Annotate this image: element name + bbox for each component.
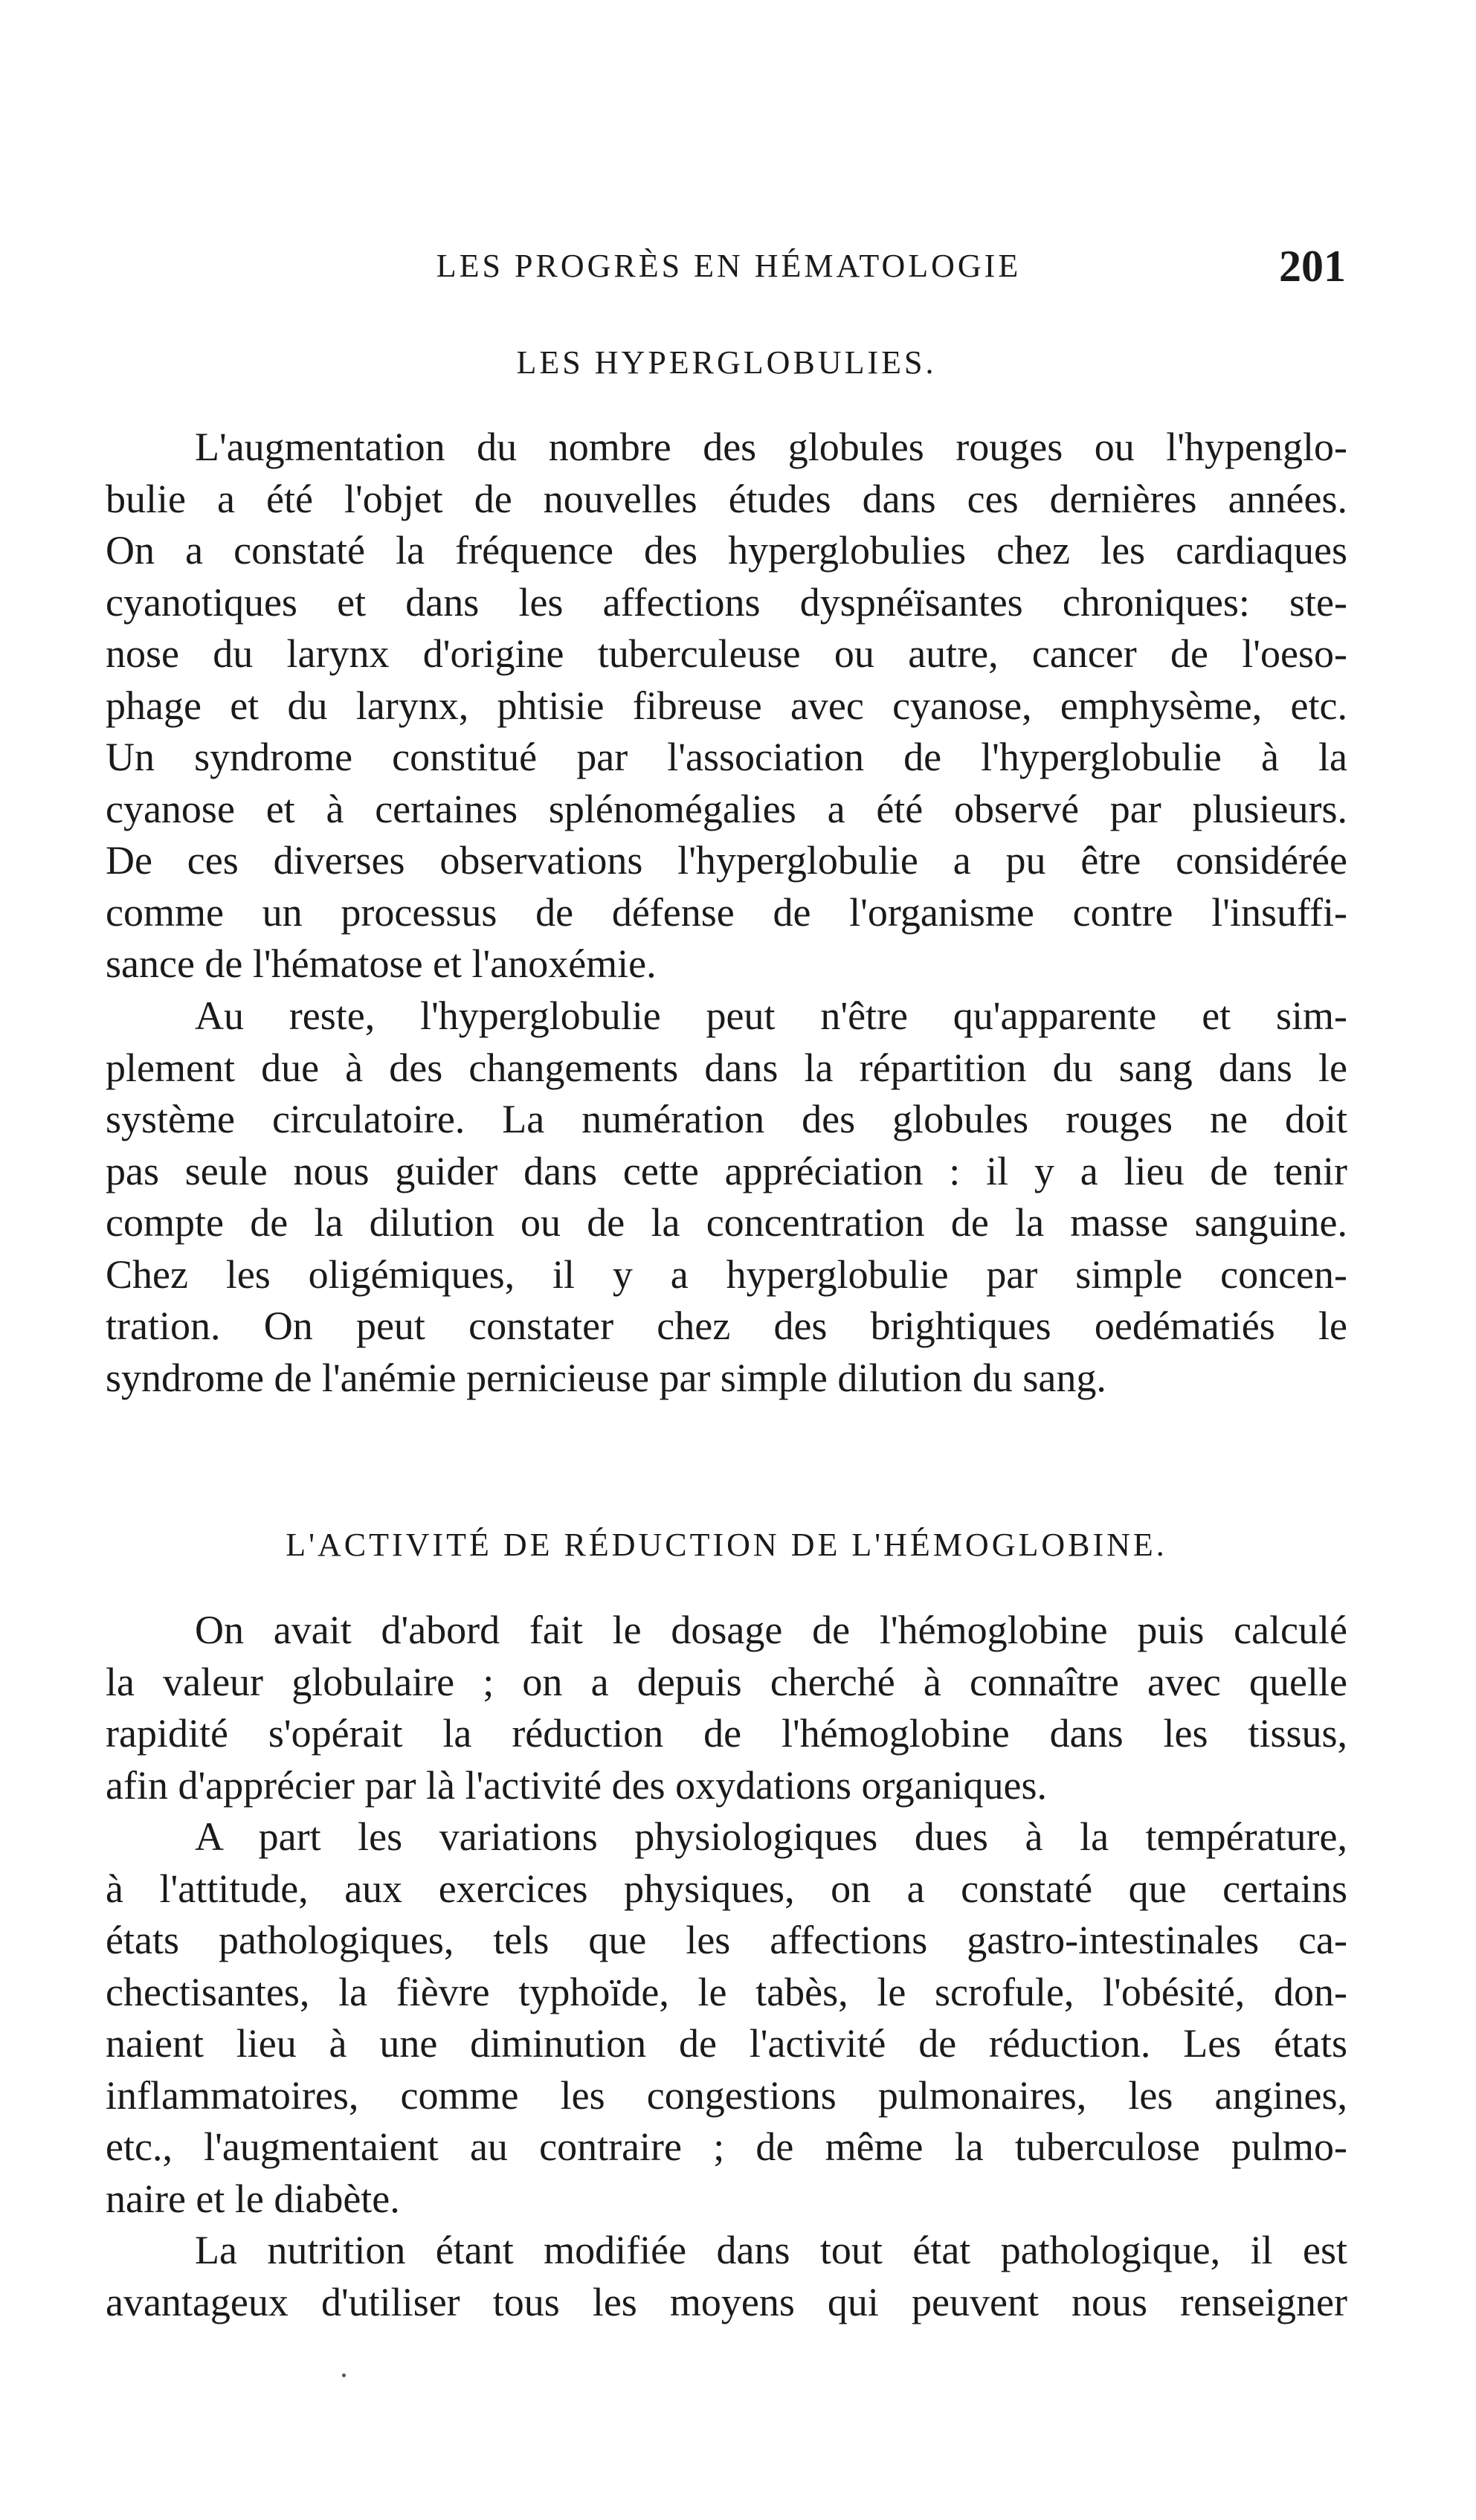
text-line: Un syndrome constitué par l'association de l'hyperglobulie à la <box>106 735 1347 779</box>
print-speck <box>342 2374 346 2377</box>
section-heading-activite-reduction: L'ACTIVITÉ DE RÉDUCTION DE L'HÉMOGLOBINE. <box>286 1527 1167 1563</box>
running-head <box>112 236 1346 296</box>
running-title: LES PROGRÈS EN HÉMATOLOGIE <box>436 248 1022 284</box>
text-line: L'augmentation du nombre des globules rouges ou l'hypenglo- <box>195 425 1347 469</box>
text-line: De ces diverses observations l'hyperglobulie a pu être considérée <box>106 838 1347 883</box>
text-line: On a constaté la fréquence des hyperglobulies chez les cardiaques <box>106 528 1347 573</box>
text-line: etc., l'augmentaient au contraire ; de même la tuberculose pulmo- <box>106 2124 1347 2169</box>
paragraph-hyperglobulies-1 <box>106 422 1347 990</box>
text-line: comme un processus de défense de l'organisme contre l'insuffi- <box>106 889 1347 935</box>
text-line: bulie a été l'objet de nouvelles études dans ces dernières années. <box>106 476 1347 521</box>
text-line: cyanose et à certaines splénomégalies a été observé par plusieurs. <box>106 786 1347 831</box>
paragraph-activite-2 <box>106 1811 1347 2225</box>
text-line: inflammatoires, comme les congestions pulmonaires, les angines, <box>106 2072 1347 2118</box>
text-line: nose du larynx d'origine tuberculeuse ou autre, cancer de l'oeso- <box>106 631 1347 676</box>
text-line: à l'attitude, aux exercices physiques, on a constaté que certains <box>106 1866 1347 1911</box>
text-line: phage et du larynx, phtisie fibreuse avec cyanose, emphysème, etc. <box>106 683 1347 728</box>
text-line: Chez les oligémiques, il y a hyperglobulie par simple concen- <box>106 1251 1347 1297</box>
paragraph-activite-1 <box>106 1605 1347 1811</box>
page-number: 201 <box>1279 242 1346 291</box>
text-line: La nutrition étant modifiée dans tout état pathologique, il est <box>195 2228 1347 2272</box>
paragraph-hyperglobulies-2 <box>106 990 1347 1404</box>
text-line: cyanotiques et dans les affections dyspnéïsantes chroniques: ste- <box>106 579 1347 625</box>
text-line: naire et le diabète. <box>106 2176 400 2221</box>
text-line: Au reste, l'hyperglobulie peut n'être qu'apparente et sim- <box>195 993 1347 1038</box>
text-line: compte de la dilution ou de la concentration de la masse sanguine. <box>106 1200 1347 1245</box>
text-line: pas seule nous guider dans cette appréciation : il y a lieu de tenir <box>106 1148 1347 1193</box>
text-line: avantageux d'utiliser tous les moyens qui peuvent nous renseigner <box>106 2279 1347 2324</box>
text-line: A part les variations physiologiques dues à la température, <box>195 1814 1347 1859</box>
text-line: la valeur globulaire ; on a depuis cherché à connaître avec quelle <box>106 1659 1347 1704</box>
text-line: sance de l'hématose et l'anoxémie. <box>106 941 657 986</box>
text-line: rapidité s'opérait la réduction de l'hémoglobine dans les tissus, <box>106 1711 1347 1756</box>
text-line: chectisantes, la fièvre typhoïde, le tabès, le scrofule, l'obésité, don- <box>106 1969 1347 2014</box>
paragraph-activite-3 <box>106 2225 1347 2328</box>
section-heading-hyperglobulies: LES HYPERGLOBULIES. <box>516 344 937 381</box>
text-line: On avait d'abord fait le dosage de l'hémoglobine puis calculé <box>195 1608 1347 1652</box>
text-line: afin d'apprécier par là l'activité des oxydations organiques. <box>106 1762 1048 1808</box>
text-line: syndrome de l'anémie pernicieuse par simple dilution du sang. <box>106 1355 1106 1400</box>
text-line: naient lieu à une diminution de l'activité de réduction. Les états <box>106 2021 1347 2066</box>
text-line: tration. On peut constater chez des brightiques oedématiés le <box>106 1303 1347 1348</box>
text-line: plement due à des changements dans la répartition du sang dans le <box>106 1045 1347 1090</box>
text-line: états pathologiques, tels que les affections gastro-intestinales ca- <box>106 1918 1347 1962</box>
text-line: système circulatoire. La numération des globules rouges ne doit <box>106 1097 1347 1141</box>
